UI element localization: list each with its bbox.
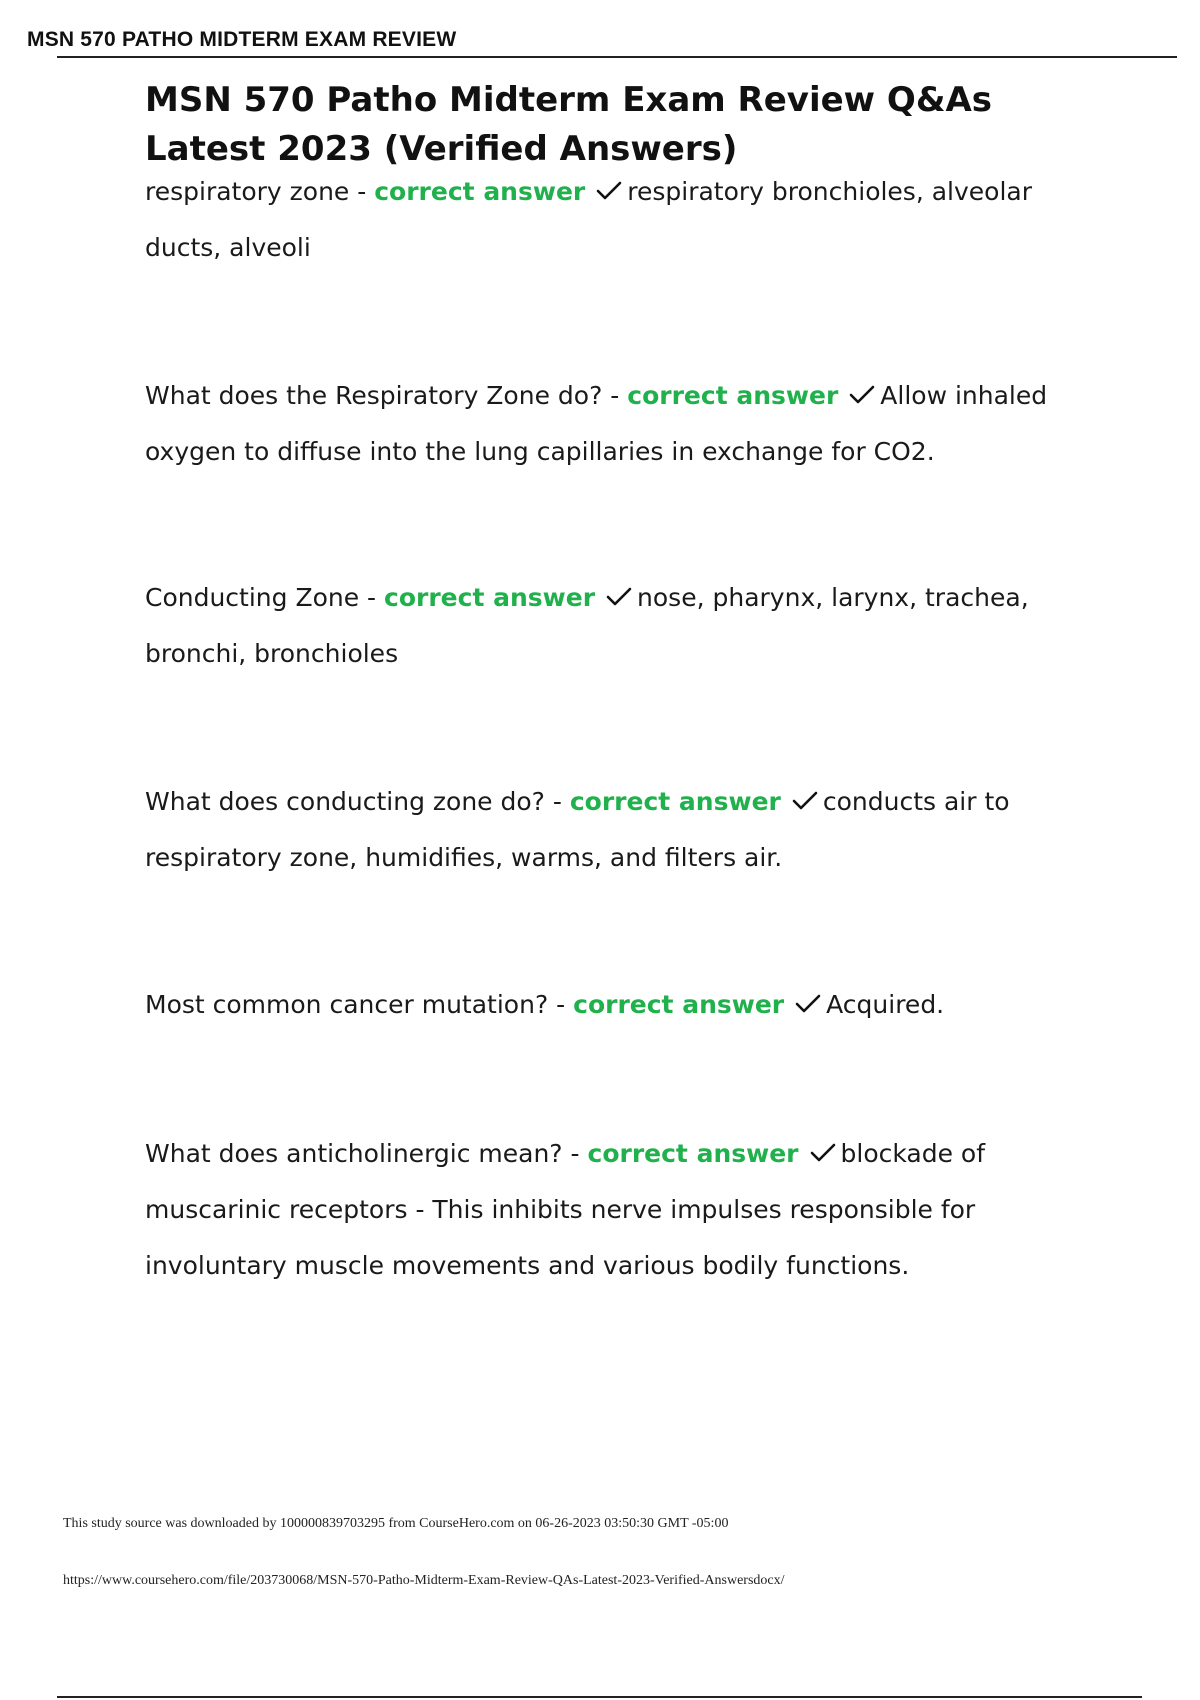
correct-answer-label: correct answer <box>569 787 781 816</box>
checkmark-icon <box>848 384 876 406</box>
correct-answer-label: correct answer <box>384 583 596 612</box>
correct-answer-label: correct answer <box>587 1139 799 1168</box>
qa-item <box>145 164 1095 276</box>
answer-text: nose, pharynx, larynx, trachea, bronchi, bronchioles <box>145 583 1029 668</box>
checkmark-icon <box>595 180 623 202</box>
correct-answer-label: correct answer <box>374 177 586 206</box>
question-text: Most common cancer mutation? - <box>145 990 574 1019</box>
answer-text: Allow inhaled oxygen to diffuse into the lung capillaries in exchange for CO2. <box>145 381 1048 466</box>
checkmark-icon <box>605 586 633 608</box>
question-text: What does the Respiratory Zone do? - <box>145 381 628 410</box>
source-url[interactable]: https://www.coursehero.com/file/203730068/MSN-570-Patho-Midterm-Exam-Review-QAs-Latest-2023-Verified-Answersdocx/ <box>63 1573 785 1588</box>
qa-item <box>145 368 1095 480</box>
footer-divider <box>57 1696 1142 1698</box>
answer-text: respiratory bronchioles, alveolar ducts, alveoli <box>145 177 1033 262</box>
checkmark-icon <box>809 1142 837 1164</box>
answer-text: conducts air to respiratory zone, humidifies, warms, and filters air. <box>145 787 1010 872</box>
qa-item <box>145 1126 1095 1294</box>
question-text: Conducting Zone - <box>145 583 385 612</box>
question-text: What does conducting zone do? - <box>145 787 570 816</box>
running-header: MSN 570 PATHO MIDTERM EXAM REVIEW <box>27 28 457 51</box>
header-divider <box>57 56 1177 58</box>
checkmark-icon <box>794 993 822 1015</box>
answer-text: blockade of muscarinic receptors - This inhibits nerve impulses responsible for involuntary muscle movements and various bodily functions. <box>145 1139 986 1280</box>
checkmark-icon <box>791 790 819 812</box>
qa-item <box>145 774 1095 886</box>
question-text: What does anticholinergic mean? - <box>145 1139 588 1168</box>
answer-text: Acquired. <box>826 990 945 1019</box>
correct-answer-label: correct answer <box>573 990 785 1019</box>
qa-item <box>145 977 1095 1033</box>
download-source-note: This study source was downloaded by 100000839703295 from CourseHero.com on 06-26-2023 03:50:30 GMT -05:00 <box>63 1516 729 1531</box>
qa-item <box>145 570 1095 682</box>
correct-answer-label: correct answer <box>627 381 839 410</box>
document-title: MSN 570 Patho Midterm Exam Review Q&As Latest 2023 (Verified Answers) <box>145 80 993 169</box>
question-text: respiratory zone - <box>145 177 375 206</box>
